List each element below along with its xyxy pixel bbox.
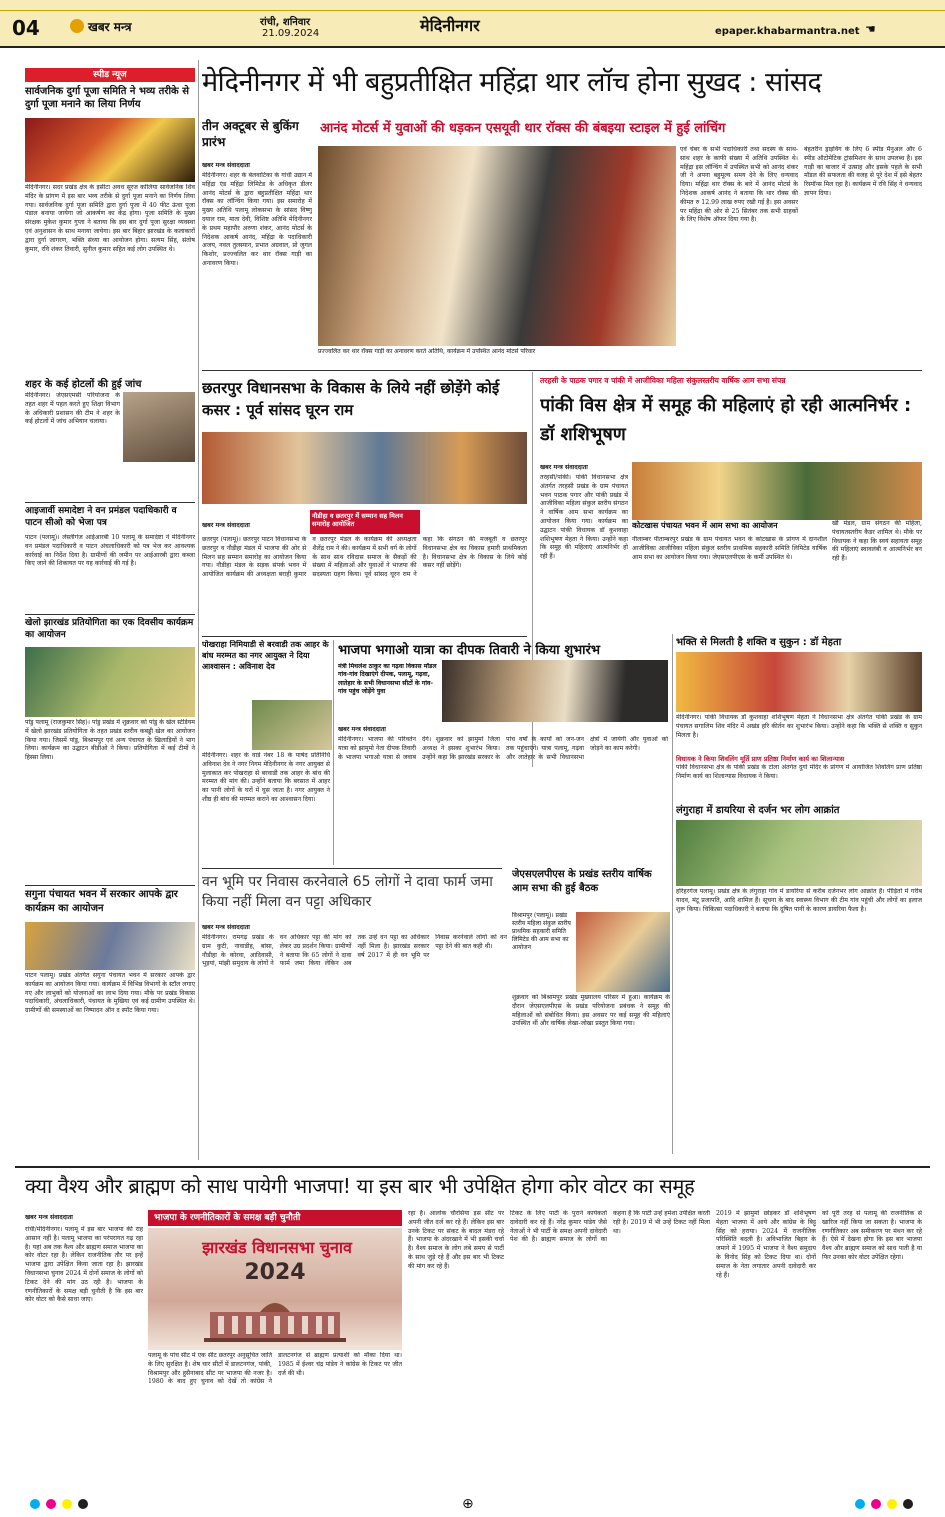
city-day: रांची, शनिवार: [260, 17, 311, 28]
bhajapa-body: मेदिनीनगर। भाजपा की परिवर्तन यात्रा को झामुमो नेता दीपक तिवारी के भाजपा भगाओ यात्रा से जवाब देंगे। शुक्रवार को झामुमो जिला अध्यक्ष ने इसका शुभारंभ किया। उन्होंने कहा कि झारखंड सरकार के पांच वर्षों के कार्यों को जन-जन तक पहुंचाएंगे। यात्रा पलामू, गढ़वा और लातेहार के सभी विधानसभा क्षेत्रों में जायेगी और युवाओं को जोड़ने का काम करेगी।: [338, 736, 668, 761]
story1-body: मेदिनीनगर। सदर प्रखंड क्षेत्र के इसीटा अवध सूरज कोलिया सार्वजनिक शिव मंदिर के प्रांगण में इस बार भव्य तरीके से दुर्गा पूजा मनाने का निर्णय लिया गया। सार्वजनिक दुर्गा पूजा समिति द्वारा दुर्गा पूजा में 40 फीट ऊंचा पूजा पंडाल बनाया जायेगा जो आकर्षण का केंद्र होगा। पूजा समिति के मुख्य संरक्षक मुकेश कुमार गुप्ता ने बताया कि इस बार दुर्गा पूजा सुरक्षा व्यवस्था एवं अनुशासन के साथ मनाया जायेगा। इस बार बिहार झारखंड के कलाकारों द्वारा दुर्गा जागरण, भक्ति संध्या का आयोजन होगा। सत्यम सिंह, संतोष कुमार, रवि शंकर तिवारी, सुनील कुमार सहित कई लोग उपस्थित थे।: [25, 184, 195, 253]
panki-photo-caption: कोटखास पंचायत भवन में आम सभा का आयोजन: [632, 521, 778, 530]
van-body: मेदिनीनगर। रामगढ़ प्रखंड के ग्राम कुटी, नावाडीह, बांसा, नौडीहा के कोरवा, आदिवासी, भुइयां, मांझी समुदाय के लोगों ने वन अधिकार पट्टा की मांग को लेकर उग्र प्रदर्शन किया। ग्रामीणों ने बताया कि 65 लोगों ने दावा फार्म जमा किया लेकिन अब तक उन्हें वन पट्टा का अधिकार नहीं मिला है। झारखंड सरकार वर्ष 2017 में ही वन भूमि पर निवास करनेवाले लोगों को वन पट्टा देने की बात कही थी।: [202, 934, 507, 968]
website-link[interactable]: epaper.khabarmantra.net: [715, 26, 860, 37]
van-byline: खबर मन्त्र संवाददाता: [202, 924, 250, 931]
bhakti-sub-body: पांकी विधानसभा क्षेत्र के पांकी प्रखंड के टोला अंतर्गत दुर्गा मंदिर के प्रांगण में आयोजित शिवलिंग प्राण प्रतिष्ठा निर्माण कार्य का शिलान्यास विधायक ने किया।: [676, 764, 922, 780]
vaishya-sub: भाजपा के रणनीतिकारों के समक्ष बड़ी चुनौती: [148, 1210, 402, 1226]
pathar-headline: पोखराहा निमियाडी से बरवाडी तक आहर के बांध मरम्मत का नगर आयुक्त ने दिया आश्वासन : अविनाश देव: [202, 640, 329, 671]
durga-puja-photo: [25, 118, 195, 182]
lead-body-right: एवं चेंबर के सभी पदाधिकारी तथा सदस्य के साथ-साथ शहर के काफी संख्या में अतिथि उपस्थित थे। महिंद्रा इस लॉन्चिंग में उपस्थित सभी को आनंद शंकर जी ने अपना बहुमूल्य समय देने के लिए धन्यवाद दिया। महिंद्रा थार रॉक्स के बारे में आनंद मोटर्स के निदेशक आकर्ष आनंद ने बताया कि थार रॉक्स की कीमत रु 12.99 लाख रुपए रखी गई है। इस अवसर पर महिंद्रा की ओर से 25 सितंबर तक सभी ग्राहकों के लिए विशेष ऑफर दिया गया है।: [680, 146, 798, 224]
jslps-body: शुक्रवार को बिश्रामपुर प्रखंड मुख्यालय परिसर में हुआ। कार्यक्रम के दौरान जेएसएलपीएस के प्रखंड परियोजना प्रबंधक ने समूह की महिलाओं को संबोधित किया। इस अवसर पर कई समूह की महिलाएं उपस्थित थीं और वार्षिक लेखा-जोखा प्रस्तुत किया गया।: [512, 994, 670, 1028]
vaishya-body2: पलामू के पांच सीट में एक सीट छतरपुर अनुसूचित जाति के लिए सुरक्षित है। शेष चार सीटों में डालटनगंज, पांकी, विश्रामपुर और हुसैनाबाद सीट पर भाजपा की नजर है। 1980 के बाद हुए चुनाव को देखें तो कांग्रेस ने डालटनगंज से ब्राह्मण प्रत्याशी को मौका दिया था। 1985 में ईश्वर चंद्र पांडेय ने कांग्रेस के टिकट पर जीत दर्ज की थी।: [148, 1352, 402, 1386]
vaishya-body3: रहा है। आलोक चौरसिया इस सीट पर अपनी जीत दर्ज कर रहे हैं। लेकिन इस बार उनके टिकट पर संकट के बादल मंडरा रहे हैं। भाजपा के अंदरखाने में भी इसकी चर्चा है। वैश्य समाज के लोग लंबे समय से पार्टी के साथ जुड़े रहे हैं और इस बार भी टिकट की मांग कर रहे हैं।: [408, 1210, 504, 1270]
panki-headline: पांकी विस क्षेत्र में समूह की महिलाएं हो रही आत्मनिर्भर : डॉ शशिभूषण: [540, 395, 912, 445]
panki-kicker: तरहसी के पाठक पगार व पांकी में आजीविका महिला संकुलस्तरीय वार्षिक आम सभा संपन्न: [540, 376, 786, 385]
cursor-icon: ☚: [865, 22, 876, 36]
registration-marks: [0, 1495, 945, 1515]
chhatarpur-headline: छतरपुर विधानसभा के विकास के लिये नहीं छोड़ेंगे कोई कसर : पूर्व सांसद घूरन राम: [202, 379, 500, 419]
kabaddi-photo: [25, 647, 195, 717]
jslps-photo: [576, 912, 670, 992]
graphic-year: 2024: [244, 1260, 306, 1285]
bhakti-photo: [676, 652, 922, 712]
story4-headline: खेलो झारखंड प्रतियोगिता का एक दिवसीय कार्यक्रम का आयोजन: [25, 618, 194, 641]
crosshair-icon: ⊕: [462, 1496, 474, 1512]
langurha-photo: [676, 820, 922, 886]
story4-body: पांडु पलामू (राजकुमार सिंह)। पांडु प्रखंड में शुक्रवार को पांडु के खेल स्टेडियम में खेलो झारखंड प्रतियोगिता के तहत प्रखंड स्तरीय कबड्डी खेल का आयोजन किया गया। जिसमें पांडु, बिश्रामपुर एवं अन्य पंचायत के खिलाड़ियों ने भाग लिया। कार्यक्रम का उद्घाटन बीडीओ ने किया। प्रतियोगिता में कई टीमों ने हिस्सा लिया।: [25, 719, 195, 762]
vaishya-byline: खबर मन्त्र संवाददाता: [25, 1214, 73, 1221]
story3-body: पाटन (पलामू)। लेस्लीगंज आईआरबी 10 पलामू के समादेष्टा ने मेदिनीनगर वन प्रमंडल पदाधिकारी व पाटन अंचलाधिकारी को पत्र भेज कर आवश्यक कार्रवाई का निर्देश दिया है। ग्रामीणों की जमीन पर आईआरबी द्वारा कब्जा किए जाने की शिकायत पर यह कार्रवाई की गई है।: [25, 534, 195, 568]
story2-body: मेदिनीनगर। जेएसएमसी परियोजना के तहत शहर में पहल करते हुए शिक्षा विभाग के अधिकारी प्रशासन की टीम ने शहर के कई होटलों में जांच अभियान चलाया।: [25, 392, 120, 426]
lead-sub-left: तीन अक्टूबर से बुकिंग प्रारंभ: [202, 119, 299, 150]
bhakti-body: मेदिनीनगर। पांकी विधायक डॉ कुशवाहा शशिभूषण मेहता ने विधानसभा क्षेत्र अंतर्गत पांकी प्रखंड के ग्राम पंचायत सगालिम शिव मंदिर में अखंड हरि कीर्तन का शुभारंभ किया। उन्होंने कहा कि भक्ति से शक्ति व सुकुन मिलता है।: [676, 714, 922, 739]
assembly-building-icon: [200, 1294, 350, 1342]
story5-body: पाटन पलामू। प्रखंड अंतर्गत सगुना पंचायत भवन में सरकार आपके द्वार कार्यक्रम का आयोजन किया गया। कार्यक्रम में विभिन्न विभागों के स्टॉल लगाए गए और लाभुकों को योजनाओं का लाभ दिया गया। मौके पर प्रखंड विकास पदाधिकारी, अंचलाधिकारी, पंचायत के मुखिया एवं कई ग्रामीण उपस्थित थे। ग्रामीणों की समस्याओं का निष्पादन ऑन द स्पॉट किया गया।: [25, 972, 195, 1015]
sarkar-aapke-dwar-photo: [25, 922, 195, 970]
brand-name: खबर मन्त्र: [88, 20, 132, 34]
story3-headline: आइजार्वी समादेष्टा ने वन प्रमंडल पदाधिकारी व पाटन सीओ को भेजा पत्र: [25, 506, 177, 529]
lead-body-left: मेदिनीनगर। शहर के बेलवाटिका के गांधी उद्यान में महिंद्रा एंड महिंद्रा लिमिटेड के अधिकृत डीलर आनंद मोटर्स के द्वारा बहुप्रतीक्षित महिंद्रा थार रॉक्स का लॉन्चिंग किया गया। इस समारोह में मुख्य अतिथि पलामू लोकसभा के सांसद विष्णु दयाल राम, माता देवी, विशिष्ट अतिथि मेदिनीनगर के प्रथम महापौर अरुणा शंकर, आनंद मोटर्स के निदेशक आकर्ष आनंद, महिंद्रा के पदाधिकारी अजय, नवल तुलस्यान, प्रभात अग्रवाल, प्रो जुगल किशोर, प्रज्ज्वलित कर थार रॉक्स गाड़ी का अनावरण किया।: [202, 172, 312, 267]
section-name: मेदिनीनगर: [420, 16, 480, 35]
speed-news-bar: स्पीड न्यूज: [25, 68, 195, 82]
lead-headline: मेदिनीनगर में भी बहुप्रतीक्षित महिंद्रा थार लॉच होना सुखद : सांसद: [202, 67, 822, 98]
vaishya-body5: 2019 में झामुमो छोड़कर डॉ शशिभूषण मेहता भाजपा में आये और कांग्रेस के बिट्टू सिंह को हराया। 2024 में राजनीतिक परिस्थिति बदली है। अविभाजित बिहार के जमाने में 1995 में भाजपा ने वैश्य समुदाय के विनोद सिंह को टिकट दिया था। दोनों समाज के नेता लगातार अपनी दावेदारी कर रहे हैं।: [716, 1210, 816, 1279]
story1-headline: सार्वजनिक दुर्गा पूजा समिति ने भव्य तरीके से दुर्गा पूजा मनाने का लिया निर्णय: [25, 86, 189, 110]
bhajapa-photo: [442, 660, 668, 722]
thar-launch-photo: [318, 146, 676, 346]
bhajapa-headline: भाजपा भगाओ यात्रा का दीपक तिवारी ने किया शुभारंभ: [338, 643, 601, 658]
panki-body: तरहसी/पांकी। पांकी विधानसभा क्षेत्र अंतर्गत तरहसी प्रखंड के ग्राम पंचायत भवन पाठक पगार और पांकी प्रखंड में आजीविका महिला संकुल स्तरीय संगठन ने वार्षिक आम सभा कार्यक्रम का आयोजन किया गया। कार्यक्रम का उद्घाटन पांकी विधायक डॉ कुशवाहा शशिभूषण मेहता ने किया। उन्होंने कहा कि समूह की महिलाएं आत्मनिर्भर हो रही हैं।: [540, 474, 628, 561]
graphic-title: झारखंड विधानसभा चुनाव: [202, 1238, 352, 1257]
chhatarpur-sub: नौडीहा व छतरपुर में सम्मान सह मिलन समारोह आयोजित: [310, 510, 420, 534]
vaishya-body4: टिकट के लिए पार्टी के पुराने कार्यकर्ता दावेदारी कर रहे हैं। नरेंद्र कुमार पांडेय जैसे नेताओं ने भी पार्टी के समक्ष अपनी दावेदारी पेश की है। ब्राह्मण समाज के लोगों का कहना है कि पार्टी उन्हें हमेशा उपेक्षित करती रही है। 2019 में भी उन्हें टिकट नहीं मिला था।: [510, 1210, 710, 1244]
page-number: 04: [12, 16, 40, 40]
panki-body3: खी मंडल, ग्राम संगठन की महिला, पंचायतस्तरीय कैडर शामिल थे। मौके पर विधायक ने कहा कि स्वयं सहायता समूह की महिलाएं स्वावलंबी व आत्मनिर्भर बन रही हैं।: [832, 520, 922, 563]
story5-headline: सगुना पंचायत भवन में सरकार आपके द्वार कार्यक्रम का आयोजन: [25, 889, 178, 914]
pathar-body: मेदिनीनगर। शहर के वार्ड नंबर 18 के पार्षद प्रतिनिधि अविनाश देव ने नगर निगम मेदिनीनगर के नगर आयुक्त से मुलाकात कर पोखराहा से बरवाडी तक आहर के बांध की मरम्मत की मांग की। उन्होंने बताया कि बरसात में आहर का पानी लोगों के घरों में घुस जाता है। नगर आयुक्त ने शीघ्र ही बांध की मरम्मत कराने का आश्वासन दिया।: [202, 752, 330, 803]
masthead: [0, 0, 945, 48]
panki-body2: नीलाम्बर पीताम्बरपुर प्रखंड के ग्राम पंचायत भवन के कोटखास के प्रांगण में दानशील आजीविका आजीविका महिला संकुल स्तरीय प्राथमिक सहकारी समिति लिमिटेड वार्षिक आम सभा का आयोजन किया गया। जेएसएलपीएस के कर्मी उपस्थित थे।: [632, 536, 827, 561]
brand-logo-icon: [70, 19, 84, 33]
bhakti-sub: विधायक ने किया शिवलिंग मूर्ति प्राण प्रतिष्ठा निर्माण कार्य का शिलान्यास: [676, 755, 845, 763]
panki-byline: खबर मन्त्र संवाददाता: [540, 464, 588, 471]
vaishya-headline: क्या वैश्य और ब्राह्मण को साध पायेगी भाजपा! या इस बार भी उपेक्षित होगा कोर वोटर का समूह: [25, 1174, 695, 1198]
jslps-headline: जेएसएलपीएस के प्रखंड स्तरीय वार्षिक आम सभा की हुई बैठक: [512, 869, 652, 894]
lead-body-far: बेहतरीन ड्राइविंग के लिए 6 स्पीड मैनुअल और 6 स्पीड ऑटोमेटिक ट्रांसमिशन के साथ उपलब्ध है। इस गाड़ी का बाजार में उत्साह और इसके पहले के सभी मॉडल की सफलता की वजह से पूरे देश में इसे बेहतर रिस्पॉन्स मिल रहा है। कार्यक्रम में रवि सिंह ने धन्यवाद ज्ञापन दिया।: [804, 146, 922, 197]
thar-photo-caption: प्रज्ज्वलित कर थार रॉक्स गाड़ी का अनावरण करते अतिथि, कार्यक्रम में उपस्थित आनंद मोटर्स परिवार: [318, 348, 536, 355]
pathar-photo: [252, 700, 332, 750]
chhatarpur-photo: [202, 432, 527, 504]
langurha-headline: लंगुराहा में डायरिया से दर्जन भर लोग आक्रांत: [676, 805, 840, 816]
bhakti-headline: भक्ति से मिलती है शक्ति व सुकुन : डॉ मेहता: [676, 637, 842, 648]
lead-byline: खबर मन्त्र संवाददाता: [202, 162, 250, 169]
panki-photo: [632, 462, 922, 520]
issue-date: 21.09.2024: [262, 28, 320, 39]
jslps-caption: विश्रामपुर (पलामू)। प्रखंड स्तरीय महिला संकुल स्तरीय प्राथमिक सहकारी समिति लिमिटेड की आम सभा का आयोजन: [512, 912, 571, 952]
election-graphic: [148, 1228, 402, 1350]
van-headline: वन भूमि पर निवास करनेवाले 65 लोगों ने दावा फार्म जमा किया नहीं मिला वन पट्टा अधिकार: [202, 874, 493, 911]
vaishya-body6: को पूरी तरह से पलामू की राजनीतिक से खारिज नहीं किया जा सकता है। भाजपा के रणनीतिकार अब समीकरण पर मंथन कर रहे हैं। ऐसे में देखना होगा कि इस बार भाजपा वैश्य और ब्राह्मण समाज को साध पाती है या फिर उनका कोर वोटर उपेक्षित रहेगा।: [822, 1210, 922, 1261]
story2-headline: शहर के कई होटलों की हुई जांच: [25, 379, 142, 390]
chhatarpur-byline: खबर मन्त्र संवाददाता: [202, 522, 250, 529]
vaishya-body: रांची/मेदिनीनगर। पलामू में इस बार भाजपा की राह आसान नहीं है। पलामू भाजपा का परंपरागत गढ़ रहा है। यहां अब तक वैश्य और ब्राह्मण समाज भाजपा का कोर वोटर रहा है। लेकिन राजनीतिक तौर पर इन्हें भाजपा द्वारा उपेक्षित किया जाता रहा है। झारखंड विधानसभा चुनाव 2024 में दोनों समाज के लोगों को टिकट देने की मांग उठ रही है। भाजपा के रणनीतिकारों के समक्ष बड़ी चुनौती है कि इस बार कोर वोटर को कैसे साधा जाए।: [25, 1226, 143, 1304]
bhajapa-byline: खबर मन्त्र संवाददाता: [338, 726, 386, 733]
hotel-inspection-photo: [123, 392, 195, 462]
langurha-body: हरिहरगंज पलामू। प्रखंड क्षेत्र के लंगुराहा गांव में डायरिया से करीब दर्जनभर लोग आक्रांत हैं। पीड़ितों में गरीब यादव, मंटू प्रजापति, आदि शामिल हैं। सूचना के बाद स्वास्थ्य विभाग की टीम गांव पहुंची और लोगों का इलाज शुरू किया। चिकित्सा पदाधिकारी ने बताया कि दूषित पानी के कारण डायरिया फैला है।: [676, 888, 922, 913]
chhatarpur-body: छतरपुर (पलामू)। छतरपुर पाटन विधानसभा के छतरपुर व नौडीहा मंडल में भाजपा की ओर से मिलन सह सम्मान समारोह का आयोजन किया गया। नौडीहा मंडल के सड़क संपर्क भवन में आयोजित कार्यक्रम की अध्यक्षता बराही कुमार व छतरपुर मंडल के कार्यक्रम की अध्यक्षता शैलेंद्र राम ने की। कार्यक्रम में सभी वर्ग के लोगों के साथ साथ रविदास समाज के सैकड़ों की संख्या में महिलाओं और युवाओं ने भाजपा की सदस्यता ग्रहण किया। पूर्व सांसद घूरन राम ने कहा कि संगठन की मजबूती व छतरपुर विधानसभा क्षेत्र का विकास हमारी प्राथमिकता है। विधानसभा क्षेत्र के विकास के लिये कोई कसर नहीं छोड़ेंगे।: [202, 536, 527, 579]
bhajapa-sub: मंत्री मिथलेश ठाकुर का गढ़वा विकास मॉडल गांव-गांव दिखाएंगे दीपक, पलामू, गढ़वा, लातेहार के सभी विधानसभा सीटों के गांव-गांव पहुंच जोड़ेंगे युवा: [338, 663, 437, 696]
lead-sub-right: आनंद मोटर्स में युवाओं की धड़कन एसयूवी थार रॉक्स की बंबइया स्टाइल में हुई लांचिंग: [320, 121, 726, 136]
